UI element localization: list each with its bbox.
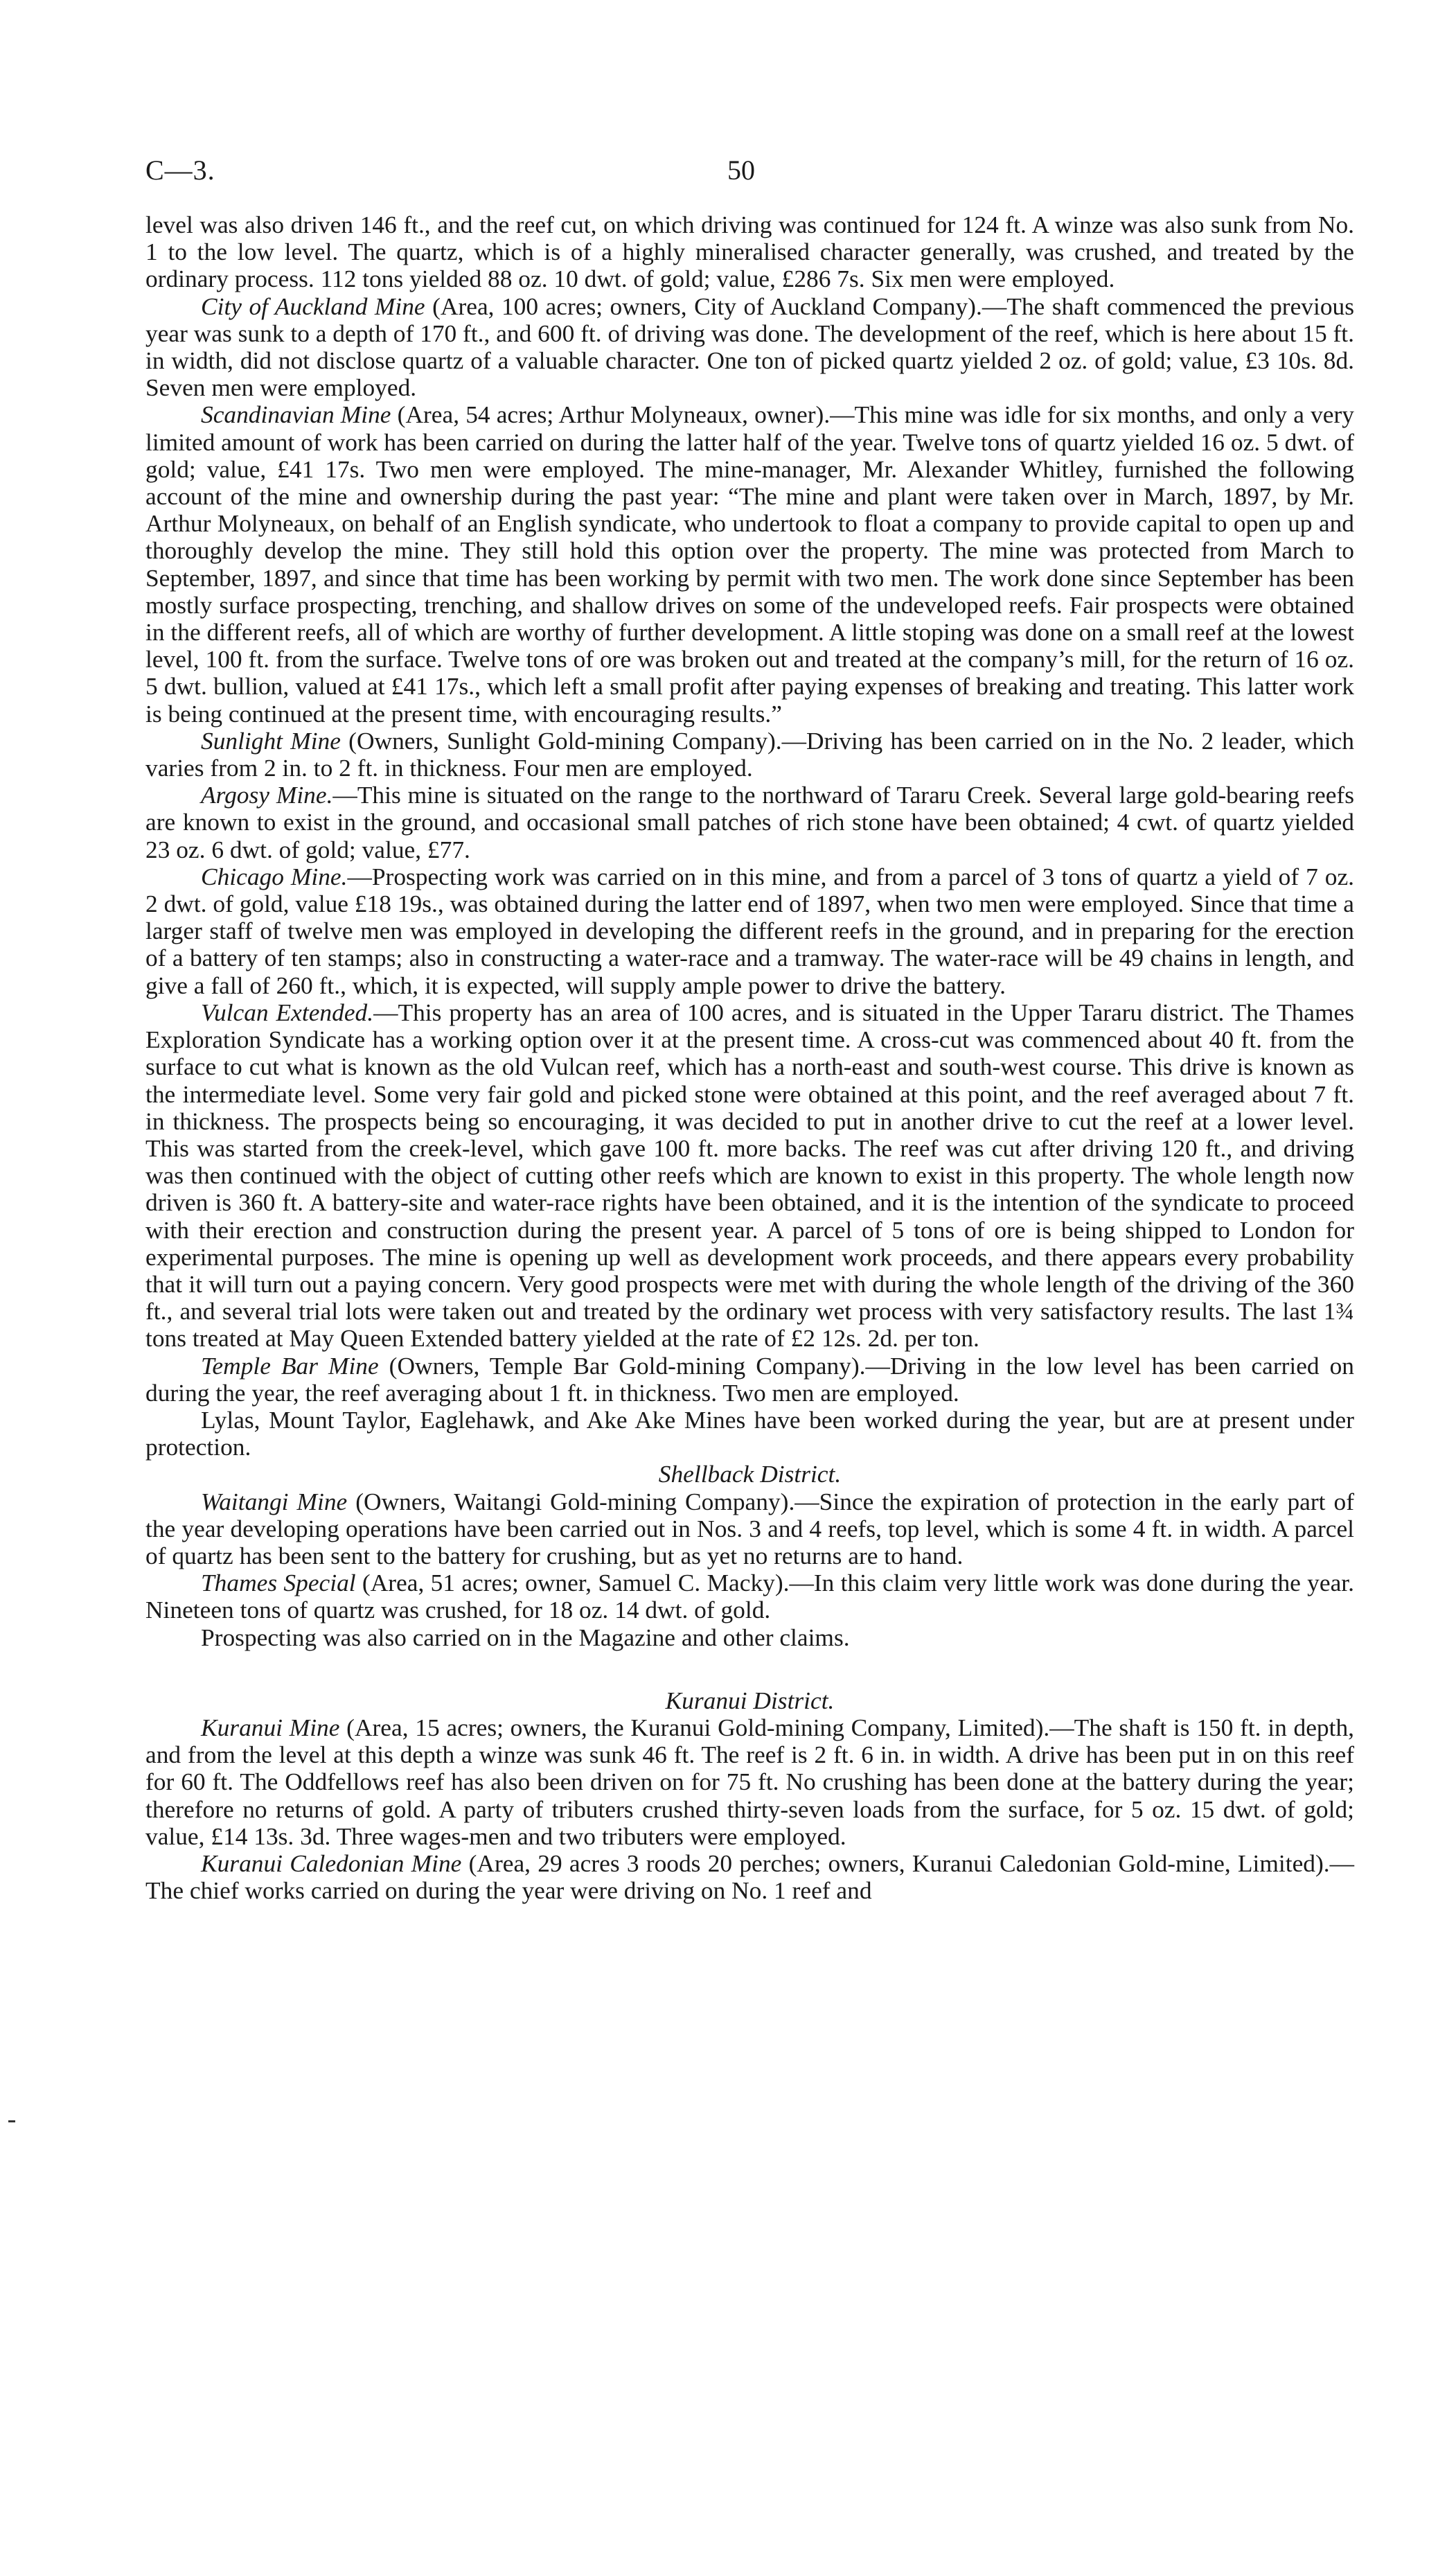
mine-name: Scandinavian Mine: [201, 401, 391, 429]
paragraph-thames-special: Thames Special (Area, 51 acres; owner, Samuel C. Macky).—In this claim very little work was done during the year. Nineteen tons of quartz was crushed, for 18 oz. 14 dwt. of gold.: [145, 1569, 1354, 1624]
page-number: 50: [727, 155, 755, 186]
paragraph-lylas: Lylas, Mount Taylor, Eaglehawk, and Ake Ake Mines have been worked during the year, but are at present under protection.: [145, 1405, 1354, 1461]
paragraph-temple-bar: Temple Bar Mine (Owners, Temple Bar Gold-mining Company).—Driving in the low level has been carried on during the year, the reef averaging about 1 ft. in thickness. Two men are employed.: [145, 1351, 1354, 1407]
mine-name: Temple Bar Mine: [201, 1351, 379, 1380]
paragraph-waitangi: Waitangi Mine (Owners, Waitangi Gold-mining Company).—Since the expiration of protection in the early part of the year developing operations have been carried out in Nos. 3 and 4 reefs, top level, which is some 4 ft. in width. A parcel of quartz has been sent to the battery for crushing, but as yet no returns are to hand.: [145, 1487, 1354, 1569]
margin-tick-mark: [8, 2120, 15, 2122]
heading-kuranui-district: Kuranui District.: [665, 1686, 835, 1714]
document-body: [145, 211, 1354, 1904]
heading-shellback-district: Shellback District.: [658, 1460, 842, 1488]
mine-name: Sunlight Mine: [201, 726, 341, 755]
paragraph-prospecting: Prospecting was also carried on in the Magazine and other claims.: [201, 1623, 850, 1651]
mine-name: Kuranui Caledonian Mine: [201, 1849, 462, 1877]
page-header: [145, 154, 1354, 195]
paragraph-kuranui-mine: Kuranui Mine (Area, 15 acres; owners, the Kuranui Gold-mining Company, Limited).—The shaft is 150 ft. in depth, and from the level at this depth a winze was sunk 46 ft. The reef is 2 ft. 6 in. in width. A drive has been put in on this reef for 60 ft. The Oddfellows reef has also been driven on for 75 ft. No crushing has been done at the battery during the year; therefore no returns of gold. A party of tributers crushed thirty-seven loads from the surface, for 5 oz. 15 dwt. of gold; value, £14 13s. 3d. Three wages-men and two tributers were employed.: [145, 1713, 1354, 1850]
paragraph-city-of-auckland: City of Auckland Mine (Area, 100 acres; owners, City of Auckland Company).—The shaft commenced the previous year was sunk to a depth of 170 ft., and 600 ft. of driving was done. The development of the reef, which is here about 15 ft. in width, did not disclose quartz of a valuable character. One ton of picked quartz yielded 2 oz. of gold; value, £3 10s. 8d. Seven men were employed.: [145, 292, 1354, 402]
mine-name: Thames Special: [201, 1569, 356, 1597]
paragraph-chicago: Chicago Mine.—Prospecting work was carried on in this mine, and from a parcel of 3 tons of quartz a yield of 7 oz. 2 dwt. of gold, value £18 19s., was obtained during the latter end of 1897, when two men were employed. Since that time a larger staff of twelve men was employed in developing the different reefs in the ground, and in preparing for the erection of a battery of ten stamps; also in constructing a water-race and a tramway. The water-race will be 49 chains in length, and give a fall of 260 ft., which, it is expected, will supply ample power to drive the battery.: [145, 862, 1355, 999]
paragraph-continuation: level was also driven 146 ft., and the reef cut, on which driving was continued for 124 ft. A winze was also sunk from No. 1 to the low level. The quartz, which is of a highly mineralised character generally, was crushed, and treated by the ordinary process. 112 tons yielded 88 oz. 10 dwt. of gold; value, £286 7s. Six men were employed.: [145, 211, 1354, 293]
mine-name: City of Auckland Mine: [201, 292, 425, 320]
mine-name: Chicago Mine.: [201, 862, 348, 890]
mine-name: Argosy Mine.: [201, 781, 333, 809]
mine-name: Vulcan Extended.: [201, 998, 374, 1026]
paragraph-argosy: Argosy Mine.—This mine is situated on the range to the northward of Tararu Creek. Several large gold-bearing reefs are known to exist in the ground, and occasional small patches of rich stone have been obtained; 4 cwt. of quartz yielded 23 oz. 6 dwt. of gold; value, £77.: [145, 781, 1354, 863]
mine-name: Waitangi Mine: [201, 1487, 348, 1515]
paragraph-sunlight: Sunlight Mine (Owners, Sunlight Gold-mining Company).—Driving has been carried on in the No. 2 leader, which varies from 2 in. to 2 ft. in thickness. Four men are employed.: [145, 726, 1355, 782]
paragraph-kuranui-caledonian: Kuranui Caledonian Mine (Area, 29 acres 3 roods 20 perches; owners, Kuranui Caledonian Gold-mine, Limited).—The chief works carried on during the year were driving on No. 1 reef and: [145, 1849, 1354, 1905]
paragraph-scandinavian: Scandinavian Mine (Area, 54 acres; Arthur Molyneaux, owner).—This mine was idle for six months, and only a very limited amount of work has been carried on during the latter half of the year. Twelve tons of quartz yielded 16 oz. 5 dwt. of gold; value, £41 17s. Two men were employed. The mine-manager, Mr. Alexander Whitley, furnished the following account of the mine and ownership during the past year: “The mine and plant were taken over in March, 1897, by Mr. Arthur Molyneaux, on behalf of an English syndicate, who undertook to float a company to provide capital to open up and thoroughly develop the mine. They still hold this option over the property. The mine was protected from March to September, 1897, and since that time has been working by permit with two men. The work done since September has been mostly surface prospecting, trenching, and shallow drives on some of the undeveloped reefs. Fair prospects were obtained in the different reefs, all of which are worthy of further development. A little stoping was done on a small reef at the lowest level, 100 ft. from the surface. Twelve tons of ore was broken out and treated at the company’s mill, for the return of 16 oz. 5 dwt. bullion, valued at £41 17s., which left a small profit after paying expenses of breaking and treating. This latter work is being continued at the present time, with encouraging results.”: [145, 401, 1354, 728]
paragraph-vulcan-extended: Vulcan Extended.—This property has an area of 100 acres, and is situated in the Upper Tararu district. The Thames Exploration Syndicate has a working option over it at the present time. A cross-cut was commenced about 40 ft. from the surface to cut what is known as the old Vulcan reef, which has a north-east and south-west course. This drive is known as the intermediate level. Some very fair gold and picked stone were obtained at this point, and the reef averaged about 7 ft. in thickness. The prospects being so encouraging, it was decided to put in another drive to cut the reef at a lower level. This was started from the creek-level, which gave 100 ft. more backs. The reef was cut after driving 120 ft., and driving was then continued with the object of cutting other reefs which are known to exist in this property. The whole length now driven is 360 ft. A battery-site and water-race rights have been obtained, and it is the intention of the syndicate to proceed with their erection and construction during the present year. A parcel of 5 tons of ore is being shipped to London for experimental purposes. The mine is opening up well as development work proceeds, and there appears every probability that it will turn out a paying concern. Very good prospects were met with during the whole length of the driving of the 360 ft., and several trial lots were taken out and treated by the ordinary wet process with very satisfactory results. The last 1¾ tons treated at May Queen Extended battery yielded at the rate of £2 12s. 2d. per ton.: [145, 998, 1354, 1353]
mine-name: Kuranui Mine: [201, 1713, 340, 1741]
document-reference: C—3.: [145, 155, 215, 186]
